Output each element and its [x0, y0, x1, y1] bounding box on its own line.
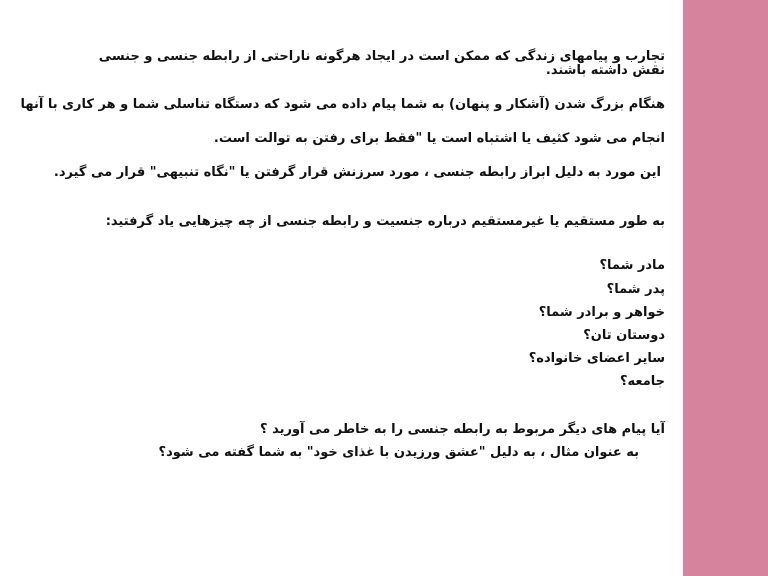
closing-question: آیا پیام های دیگر مربوط به رابطه جنسی را به خاطر می آورید ؟ [260, 422, 665, 437]
example-question: به عنوان مثال ، به دلیل "عشق ورزیدن با غذای خود" به شما گفته می شود؟ [158, 445, 639, 460]
paragraph-blame: این مورد به دلیل ابراز رابطه جنسی ، مورد سرزنش قرار گرفتن یا "نگاه تنبیهی" قرار می گیرد. [53, 165, 661, 180]
list-item: مادر شما؟ [599, 258, 665, 273]
decorative-sidebar [683, 0, 768, 576]
paragraph-life-experiences: تجارب و پیامهای زندگی که ممکن است در ایجاد هرگونه ناراحتی از رابطه جنسی و جنسی نقش داشته باشند. [98, 49, 665, 78]
list-item: دوستان تان؟ [583, 328, 665, 343]
list-item: جامعه؟ [619, 374, 665, 389]
paragraph-growing-up-line2: انجام می شود کثیف یا اشتباه است یا "فقط برای رفتن به توالت است. [213, 131, 665, 146]
list-item: خواهر و برادر شما؟ [538, 305, 665, 320]
list-item: پدر شما؟ [606, 282, 665, 297]
list-item: سایر اعضای خانواده؟ [528, 351, 665, 366]
question-intro: به طور مستقیم یا غیرمستقیم درباره جنسیت و رابطه جنسی از چه چیزهایی یاد گرفتید: [105, 214, 665, 229]
paragraph-growing-up-line1: هنگام بزرگ شدن (آشکار و پنهان) به شما پیام داده می شود که دستگاه تناسلی شما و هر کاری با آنها [20, 97, 665, 112]
